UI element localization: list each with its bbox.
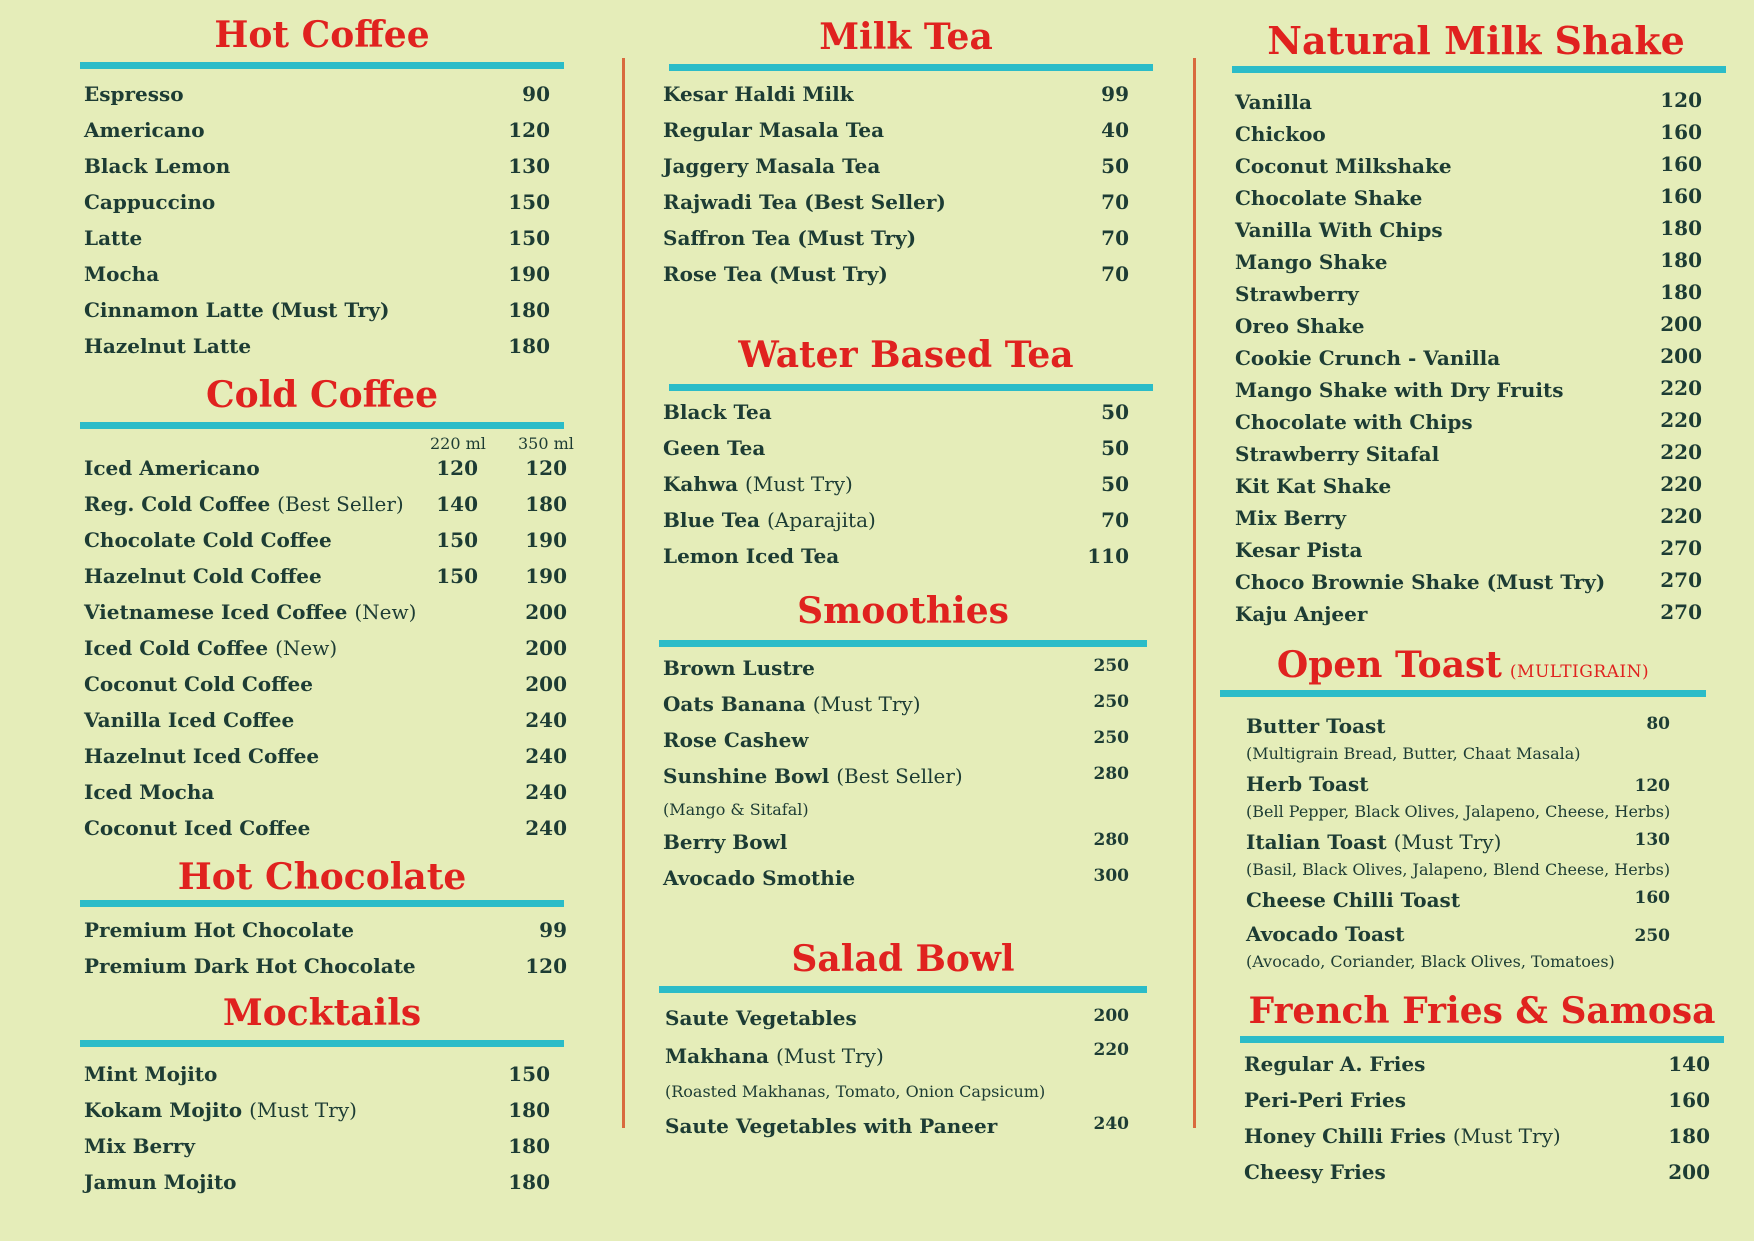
column-divider-left	[622, 58, 625, 1128]
item-name: Black Tea	[663, 400, 772, 424]
item-note: (Must Try)	[812, 692, 921, 716]
open-toast-section	[1220, 644, 1706, 974]
item-name	[84, 1170, 237, 1194]
menu-item	[80, 1170, 564, 1202]
menu-item	[659, 1006, 1147, 1038]
item-name: Cheese Chilli Toast	[1246, 888, 1461, 912]
item-price-350: 200	[525, 636, 567, 660]
menu-item	[80, 1134, 564, 1166]
item-price: 180	[1660, 216, 1702, 240]
item-name: Lemon Iced Tea	[663, 544, 840, 568]
menu-item	[1232, 282, 1720, 314]
item-name: Vanilla	[1235, 90, 1312, 114]
item-name	[84, 600, 416, 624]
item-name-text: Kokam Mojito	[84, 1098, 243, 1122]
section-title: Smoothies	[797, 590, 1009, 632]
item-price: 120	[1634, 776, 1670, 796]
item-name: Chocolate with Chips	[1235, 410, 1473, 434]
menu-item	[659, 692, 1147, 724]
item-name: Saute Vegetables with Paneer	[665, 1114, 998, 1138]
item-name: Mango Shake with Dry Fruits	[1235, 378, 1564, 402]
item-price: 50	[1101, 400, 1129, 424]
menu-item	[659, 1114, 1147, 1146]
section-title: Water Based Tea	[738, 334, 1074, 376]
item-price: 130	[508, 154, 550, 178]
menu-item	[1232, 602, 1720, 634]
section-title: Mocktails	[222, 992, 422, 1034]
item-name: Oreo Shake	[1235, 314, 1365, 338]
item-name	[84, 1134, 195, 1158]
item-name: Rajwadi Tea (Best Seller)	[663, 190, 946, 214]
item-note: (New)	[354, 600, 417, 624]
item-name: Rose Cashew	[663, 728, 809, 752]
item-name: Latte	[84, 226, 143, 250]
item-price: 50	[1101, 154, 1129, 178]
item-price: 70	[1101, 262, 1129, 286]
menu-item	[659, 764, 1147, 796]
menu-item	[80, 82, 564, 114]
menu-item	[1240, 1052, 1724, 1084]
item-name-text: Honey Chilli Fries	[1244, 1124, 1446, 1148]
item-price-220: 150	[436, 564, 478, 588]
item-name	[663, 764, 963, 788]
menu-item	[1232, 506, 1720, 538]
item-name: Brown Lustre	[663, 656, 815, 680]
menu-item	[80, 816, 580, 848]
item-price: 200	[1668, 1160, 1710, 1184]
menu-item	[80, 298, 564, 330]
menu-item	[659, 508, 1153, 540]
item-price: 150	[508, 1062, 550, 1086]
milk-tea-section	[659, 16, 1153, 296]
item-price: 200	[1093, 1006, 1129, 1026]
item-price-350: 200	[525, 600, 567, 624]
menu-item	[1232, 218, 1720, 250]
item-name-text: Blue Tea	[663, 508, 761, 532]
item-price-220: 120	[436, 456, 478, 480]
item-price: 250	[1093, 692, 1129, 712]
item-name: Kaju Anjeer	[1235, 602, 1368, 626]
item-name: Kesar Pista	[1235, 538, 1363, 562]
menu-item	[659, 262, 1153, 294]
item-note: (Must Try)	[775, 1044, 884, 1068]
item-name: Coconut Iced Coffee	[84, 816, 311, 840]
item-price: 270	[1660, 568, 1702, 592]
item-price: 150	[508, 190, 550, 214]
menu-item	[1232, 346, 1720, 378]
menu-item	[659, 544, 1153, 576]
item-name: Kit Kat Shake	[1235, 474, 1392, 498]
column-divider-right	[1193, 58, 1196, 1128]
item-name: Geen Tea	[663, 436, 766, 460]
menu-item	[659, 472, 1153, 504]
item-price-350: 190	[525, 528, 567, 552]
item-name: Avocado Toast	[1246, 922, 1405, 946]
menu-item	[659, 830, 1147, 862]
item-price: 70	[1101, 190, 1129, 214]
section-rule	[1240, 1036, 1724, 1043]
menu-item	[80, 954, 567, 986]
item-price: 120	[525, 954, 567, 978]
item-name: Saffron Tea (Must Try)	[663, 226, 917, 250]
size-large-header: 350 ml	[518, 434, 574, 453]
item-name: Peri-Peri Fries	[1244, 1088, 1406, 1112]
item-name	[663, 472, 853, 496]
item-description: (Multigrain Bread, Butter, Chaat Masala)	[1246, 744, 1581, 763]
item-price: 99	[1101, 82, 1129, 106]
item-name	[84, 1062, 217, 1086]
section-rule	[1232, 66, 1726, 73]
item-name: Premium Dark Hot Chocolate	[84, 954, 416, 978]
menu-item	[659, 190, 1153, 222]
menu-item	[80, 1098, 564, 1130]
item-name-text: Makhana	[665, 1044, 769, 1068]
item-price-220: 140	[436, 492, 478, 516]
menu-item	[1232, 186, 1720, 218]
item-price: 250	[1093, 728, 1129, 748]
item-price: 270	[1660, 536, 1702, 560]
section-title-note: (MULTIGRAIN)	[1509, 662, 1650, 682]
item-price: 150	[508, 226, 550, 250]
item-price: 180	[508, 1170, 550, 1194]
item-name-text: Chocolate Cold Coffee	[84, 528, 332, 552]
menu-item	[659, 866, 1147, 898]
item-name	[84, 528, 332, 552]
item-price: 40	[1101, 118, 1129, 142]
item-name: Hazelnut Iced Coffee	[84, 744, 320, 768]
item-price: 160	[1668, 1088, 1710, 1112]
item-name-text: Hazelnut Cold Coffee	[84, 564, 322, 588]
section-title-text: Open Toast	[1276, 644, 1502, 686]
item-name-text: Kahwa	[663, 472, 739, 496]
section-title	[1220, 644, 1706, 686]
item-description: (Roasted Makhanas, Tomato, Onion Capsicum)	[665, 1082, 1046, 1101]
menu-item	[80, 190, 564, 222]
item-price: 300	[1093, 866, 1129, 886]
item-name	[663, 692, 921, 716]
item-price: 250	[1093, 656, 1129, 676]
item-name: Coconut Milkshake	[1235, 154, 1452, 178]
smoothies-section	[659, 590, 1147, 900]
menu-item	[1240, 1088, 1724, 1120]
section-rule	[659, 986, 1147, 993]
item-name: Iced Mocha	[84, 780, 215, 804]
menu-item	[1220, 888, 1706, 920]
menu-item	[80, 600, 580, 632]
item-price: 250	[1634, 926, 1670, 946]
section-rule	[1220, 690, 1706, 697]
menu-item	[1232, 314, 1720, 346]
menu-item	[80, 918, 567, 950]
item-name: Saute Vegetables	[665, 1006, 857, 1030]
item-name-text: Mint Mojito	[84, 1062, 218, 1086]
section-rule	[80, 1040, 564, 1047]
menu-item	[80, 456, 580, 488]
item-name: Mocha	[84, 262, 160, 286]
menu-item	[80, 262, 564, 294]
menu-item	[80, 636, 580, 668]
menu-item	[1220, 830, 1706, 862]
item-price: 200	[1660, 312, 1702, 336]
fries-section	[1240, 990, 1724, 1190]
menu-item	[659, 728, 1147, 760]
salad-bowl-section	[659, 938, 1147, 1148]
item-name: Berry Bowl	[663, 830, 788, 854]
item-price-350: 240	[525, 744, 567, 768]
item-name-text: Vietnamese Iced Coffee	[84, 600, 348, 624]
item-description: (Bell Pepper, Black Olives, Jalapeno, Cheese, Herbs)	[1246, 802, 1671, 821]
item-name: Chickoo	[1235, 122, 1326, 146]
milk-shake-section	[1232, 18, 1720, 636]
item-note: (Aparajita)	[766, 508, 876, 532]
item-name	[665, 1044, 884, 1068]
item-price: 240	[1093, 1114, 1129, 1134]
size-small-header: 220 ml	[430, 434, 486, 453]
section-rule	[80, 900, 564, 907]
menu-item	[1232, 122, 1720, 154]
item-price: 180	[1668, 1124, 1710, 1148]
mocktails-section	[80, 992, 564, 1202]
menu-item	[659, 82, 1153, 114]
menu-item	[659, 118, 1153, 150]
item-price: 180	[508, 334, 550, 358]
item-name: Chocolate Shake	[1235, 186, 1423, 210]
item-price: 220	[1660, 504, 1702, 528]
item-price-220: 150	[436, 528, 478, 552]
item-price: 220	[1093, 1040, 1129, 1060]
menu-item	[80, 1062, 564, 1094]
item-price: 140	[1668, 1052, 1710, 1076]
menu-item	[1240, 1124, 1724, 1156]
item-name: Herb Toast	[1246, 772, 1369, 796]
section-rule	[659, 640, 1147, 647]
item-price: 70	[1101, 508, 1129, 532]
item-price: 180	[508, 298, 550, 322]
section-title: Cold Coffee	[205, 374, 439, 416]
item-name: Hazelnut Latte	[84, 334, 252, 358]
menu-item	[1240, 1160, 1724, 1192]
item-note: (Best Seller)	[277, 492, 404, 516]
menu-item	[80, 528, 580, 560]
menu-item	[1220, 772, 1706, 804]
section-title: Milk Tea	[819, 16, 993, 58]
menu-item	[659, 656, 1147, 688]
section-title: Natural Milk Shake	[1267, 18, 1685, 63]
item-price: 160	[1634, 888, 1670, 908]
menu-item	[659, 1040, 1147, 1076]
hot-chocolate-section	[80, 856, 567, 982]
item-price: 90	[522, 82, 550, 106]
item-name: Cookie Crunch - Vanilla	[1235, 346, 1501, 370]
item-name	[1246, 830, 1501, 854]
menu-item	[1220, 922, 1706, 954]
menu-item	[80, 154, 564, 186]
item-note: (New)	[275, 636, 338, 660]
item-price-350: 240	[525, 816, 567, 840]
item-name: Espresso	[84, 82, 184, 106]
menu-item	[659, 154, 1153, 186]
item-note: (Must Try)	[249, 1098, 357, 1122]
item-price: 99	[539, 918, 567, 942]
item-description: (Avocado, Coriander, Black Olives, Tomatoes)	[1246, 952, 1615, 971]
item-price: 110	[1087, 544, 1129, 568]
item-name: Strawberry	[1235, 282, 1359, 306]
item-name: Vanilla With Chips	[1235, 218, 1443, 242]
item-price: 270	[1660, 600, 1702, 624]
menu-item	[1232, 90, 1720, 122]
item-name-text: Mix Berry	[84, 1134, 195, 1158]
item-price: 120	[1660, 88, 1702, 112]
item-price: 180	[508, 1098, 550, 1122]
item-price: 180	[508, 1134, 550, 1158]
section-title: Salad Bowl	[791, 938, 1015, 980]
menu-item	[1232, 538, 1720, 570]
menu-item	[80, 492, 580, 524]
item-price: 160	[1660, 120, 1702, 144]
item-price: 50	[1101, 436, 1129, 460]
item-price-350: 240	[525, 708, 567, 732]
section-title: French Fries & Samosa	[1248, 990, 1716, 1032]
item-name: Regular Masala Tea	[663, 118, 885, 142]
section-title: Hot Coffee	[214, 14, 430, 56]
item-price: 220	[1660, 472, 1702, 496]
item-price: 220	[1660, 376, 1702, 400]
item-name: Coconut Cold Coffee	[84, 672, 313, 696]
item-description: (Basil, Black Olives, Jalapeno, Blend Cheese, Herbs)	[1246, 860, 1671, 879]
item-price: 130	[1634, 830, 1670, 850]
item-name: Choco Brownie Shake (Must Try)	[1235, 570, 1606, 594]
item-price: 220	[1660, 440, 1702, 464]
item-note: (Must Try)	[745, 472, 853, 496]
cold-coffee-section	[80, 374, 580, 854]
item-price-350: 240	[525, 780, 567, 804]
item-name: Cheesy Fries	[1244, 1160, 1386, 1184]
item-price: 70	[1101, 226, 1129, 250]
item-name-text: Sunshine Bowl	[663, 764, 830, 788]
item-name: Strawberry Sitafal	[1235, 442, 1440, 466]
item-name	[84, 564, 322, 588]
item-price: 180	[1660, 280, 1702, 304]
item-name: Premium Hot Chocolate	[84, 918, 354, 942]
item-note: (Must Try)	[1452, 1124, 1561, 1148]
menu-item	[80, 672, 580, 704]
menu-item	[80, 708, 580, 740]
menu-item	[80, 564, 580, 596]
item-name: Mango Shake	[1235, 250, 1388, 274]
menu-item	[659, 400, 1153, 432]
item-name: Cappuccino	[84, 190, 216, 214]
item-price-350: 120	[525, 456, 567, 480]
menu-item	[80, 744, 580, 776]
item-price: 220	[1660, 408, 1702, 432]
item-name	[663, 508, 876, 532]
item-price: 160	[1660, 152, 1702, 176]
item-price-350: 200	[525, 672, 567, 696]
item-note: (Best Seller)	[836, 764, 963, 788]
item-name-text: Reg. Cold Coffee	[84, 492, 271, 516]
item-name: Jaggery Masala Tea	[663, 154, 881, 178]
item-name: Americano	[84, 118, 205, 142]
section-title: Hot Chocolate	[177, 856, 467, 898]
hot-coffee-section	[80, 14, 564, 366]
menu-item	[659, 436, 1153, 468]
section-rule	[669, 384, 1153, 391]
menu-item	[1232, 378, 1720, 410]
menu-item	[80, 118, 564, 150]
menu-item	[80, 780, 580, 812]
item-name-text: Iced Americano	[84, 456, 260, 480]
item-price: 180	[1660, 248, 1702, 272]
item-name	[1244, 1124, 1561, 1148]
menu-item	[1232, 410, 1720, 442]
item-description: (Mango & Sitafal)	[663, 800, 809, 819]
section-rule	[80, 62, 564, 69]
item-note: (Must Try)	[1393, 830, 1502, 854]
menu-item	[1232, 570, 1720, 602]
item-price: 280	[1093, 764, 1129, 784]
section-rule	[80, 422, 564, 429]
menu-item	[1232, 442, 1720, 474]
item-name-text: Jamun Mojito	[84, 1170, 237, 1194]
item-price: 80	[1646, 714, 1670, 734]
menu-item	[1232, 474, 1720, 506]
menu-item	[80, 226, 564, 258]
item-price: 200	[1660, 344, 1702, 368]
item-name: Mix Berry	[1235, 506, 1346, 530]
menu-item	[1232, 250, 1720, 282]
item-name-text: Iced Cold Coffee	[84, 636, 269, 660]
item-name	[84, 456, 260, 480]
item-name: Regular A. Fries	[1244, 1052, 1426, 1076]
item-name: Rose Tea (Must Try)	[663, 262, 888, 286]
item-price: 160	[1660, 184, 1702, 208]
item-name: Vanilla Iced Coffee	[84, 708, 295, 732]
section-rule	[669, 64, 1153, 71]
item-name: Avocado Smothie	[663, 866, 856, 890]
item-price: 120	[508, 118, 550, 142]
item-price: 280	[1093, 830, 1129, 850]
water-based-tea-section	[659, 334, 1153, 574]
item-price-350: 180	[525, 492, 567, 516]
item-name	[84, 1098, 357, 1122]
item-name-text: Italian Toast	[1246, 830, 1387, 854]
item-name: Kesar Haldi Milk	[663, 82, 854, 106]
item-name: Black Lemon	[84, 154, 231, 178]
item-price: 50	[1101, 472, 1129, 496]
item-name-text: Oats Banana	[663, 692, 806, 716]
menu-item	[80, 334, 564, 366]
item-name: Butter Toast	[1246, 714, 1386, 738]
item-name	[84, 492, 404, 516]
item-price-350: 190	[525, 564, 567, 588]
menu-item	[659, 226, 1153, 258]
item-name	[84, 636, 337, 660]
item-price: 190	[508, 262, 550, 286]
menu-item	[1220, 714, 1706, 746]
menu-item	[1232, 154, 1720, 186]
item-name: Cinnamon Latte (Must Try)	[84, 298, 390, 322]
